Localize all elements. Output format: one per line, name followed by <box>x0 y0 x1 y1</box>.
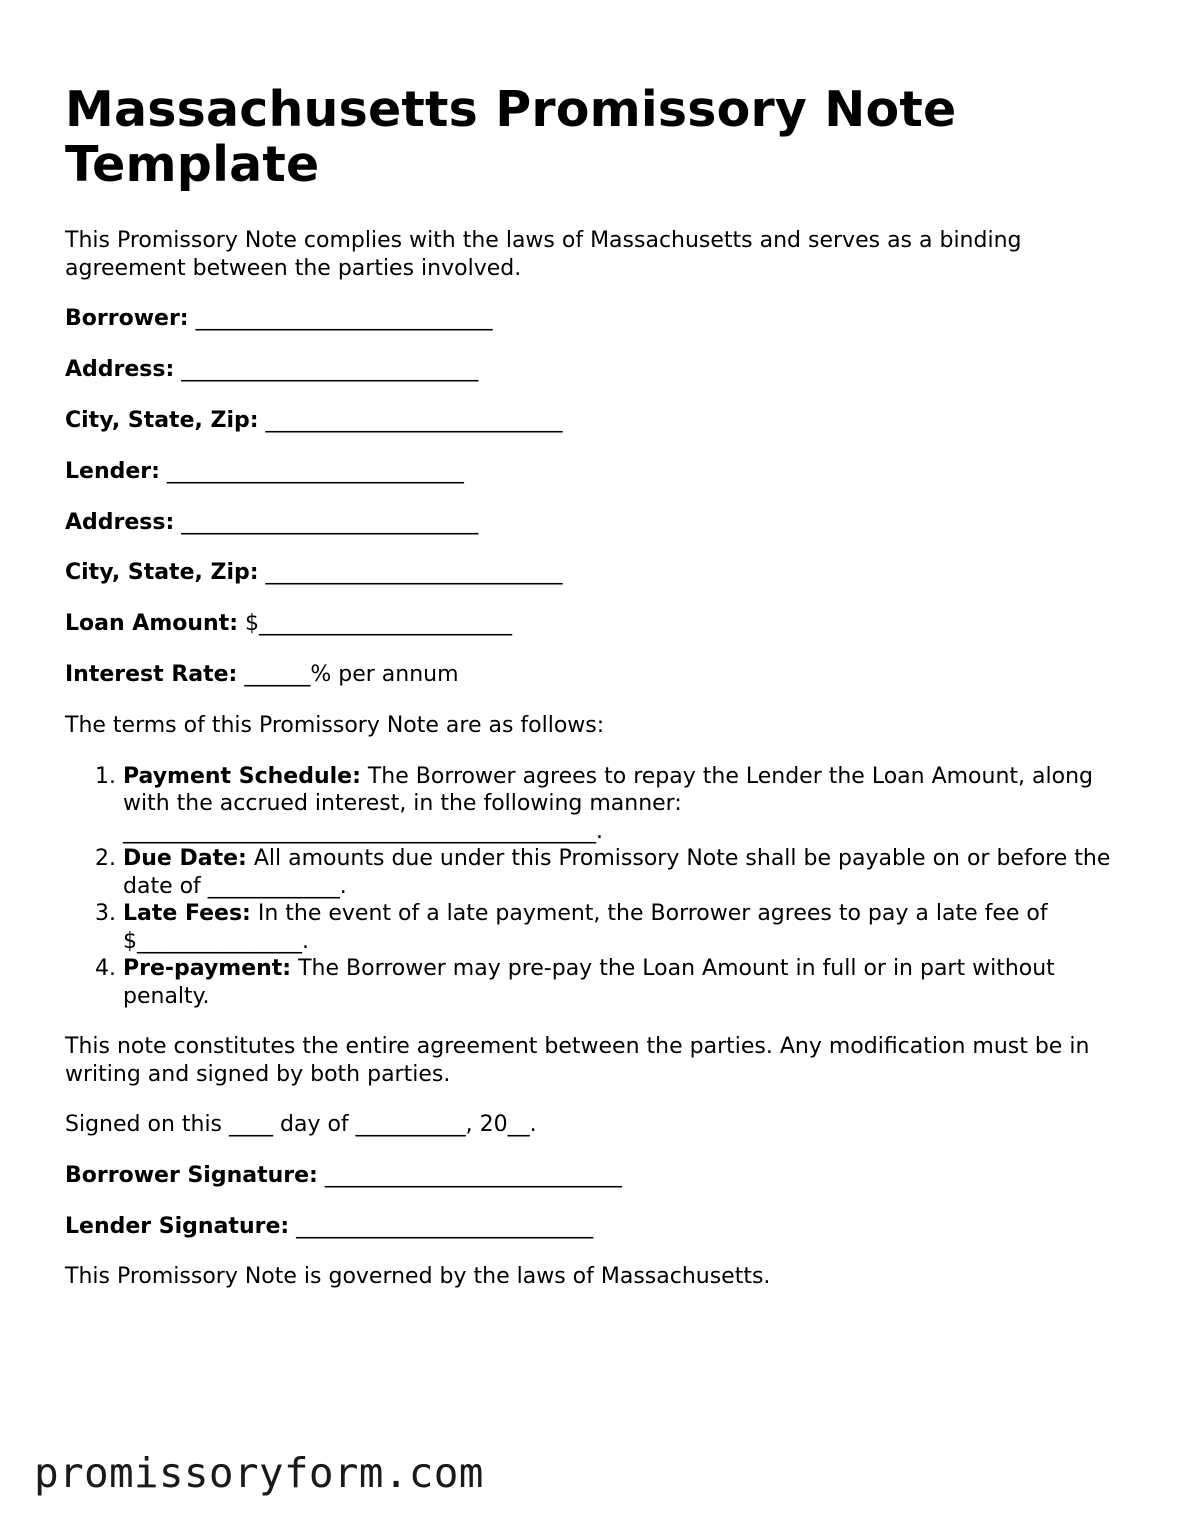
term-text: All amounts due under this Promissory Note shall be payable on or before the date of ____________. <box>123 846 1111 899</box>
signed-on-line: Signed on this ____ day of __________, 20__. <box>65 1112 537 1138</box>
term-label: Payment Schedule: <box>123 763 361 789</box>
field-blank: ___________________________ <box>188 306 493 331</box>
intro-paragraph: This Promissory Note complies with the laws of Massachusetts and serves as a binding agreement between the parties involved. <box>65 228 1022 281</box>
terms-list <box>65 763 1125 1011</box>
field-blank: $_______________________ <box>238 611 513 637</box>
term-label: Pre-payment: <box>123 956 292 982</box>
term-label: Due Date: <box>123 846 247 872</box>
signature-label: Lender Signature: <box>65 1213 290 1239</box>
term-text: The Borrower agrees to repay the Lender the Loan Amount, along with the accrued interest, in the following manner: ___________________________________________. <box>123 763 1093 844</box>
term-text: In the event of a late payment, the Borrower agrees to pay a late fee of $_______________. <box>123 901 1048 954</box>
field-borrower-address <box>65 356 1125 384</box>
term-text: The Borrower may pre-pay the Loan Amount in full or in part without penalty. <box>123 956 1055 1009</box>
field-blank: ___________________________ <box>258 407 563 433</box>
governing-law-paragraph: This Promissory Note is governed by the laws of Massachusetts. <box>65 1264 771 1290</box>
field-label: Interest Rate: <box>65 662 238 688</box>
field-label: Borrower: <box>65 306 189 331</box>
term-payment-schedule <box>123 763 1125 846</box>
field-blank: ___________________________ <box>174 356 479 382</box>
signature-blank: ___________________________ <box>289 1213 594 1239</box>
field-borrower <box>65 305 1125 333</box>
field-blank: ___________________________ <box>159 458 464 484</box>
term-late-fees <box>123 900 1125 955</box>
borrower-signature-line <box>65 1162 1125 1190</box>
document-title: Massachusetts Promissory Note Template <box>65 81 957 193</box>
field-borrower-city-state-zip <box>65 407 1125 435</box>
signature-blank: ___________________________ <box>317 1162 622 1188</box>
field-label: Address: <box>65 509 175 535</box>
field-blank: ___________________________ <box>258 560 563 586</box>
signature-label: Borrower Signature: <box>65 1162 318 1188</box>
field-lender <box>65 458 1125 486</box>
term-pre-payment <box>123 955 1125 1010</box>
field-lender-city-state-zip <box>65 559 1125 587</box>
field-loan-amount <box>65 610 1125 638</box>
field-blank: ______% per annum <box>237 662 459 688</box>
document-page <box>65 82 1125 1314</box>
field-label: Loan Amount: <box>65 611 239 637</box>
field-label: City, State, Zip: <box>65 407 259 433</box>
footer-watermark: promissoryform.com <box>34 1449 484 1497</box>
field-label: City, State, Zip: <box>65 560 259 586</box>
field-lender-address <box>65 509 1125 537</box>
field-label: Address: <box>65 356 175 382</box>
field-label: Lender: <box>65 458 160 484</box>
entire-agreement-paragraph: This note constitutes the entire agreement between the parties. Any modification must be in writing and signed by both parties. <box>65 1034 1090 1087</box>
terms-intro: The terms of this Promissory Note are as follows: <box>65 713 605 739</box>
term-label: Late Fees: <box>123 901 251 927</box>
lender-signature-line <box>65 1213 1125 1241</box>
field-interest-rate <box>65 661 1125 689</box>
term-due-date <box>123 845 1125 900</box>
field-blank: ___________________________ <box>174 509 479 535</box>
